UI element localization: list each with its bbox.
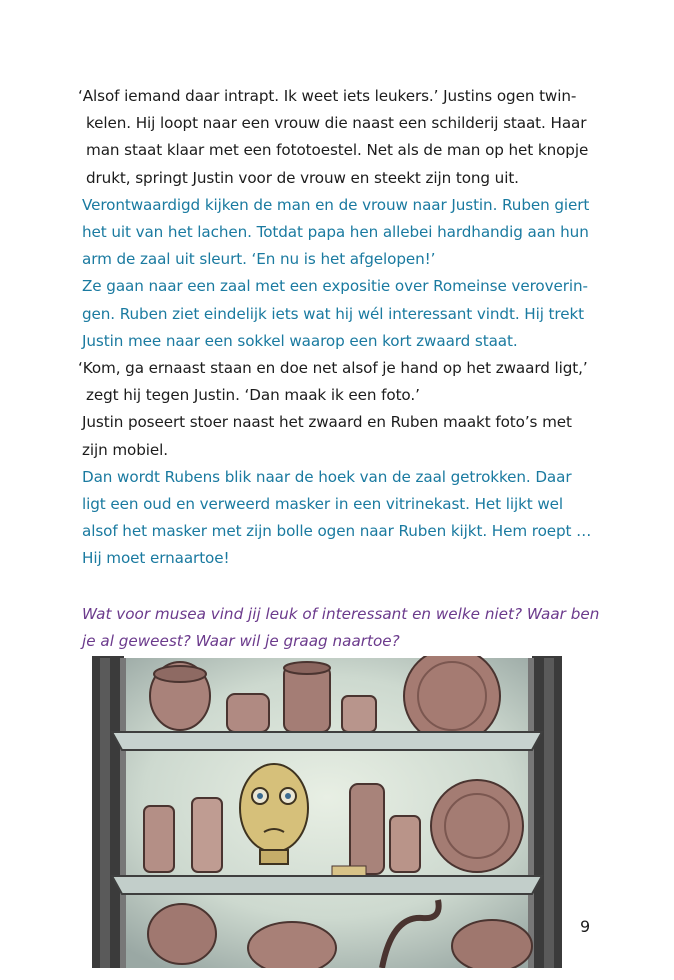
story-text — [78, 83, 602, 573]
museum-display-case-illustration — [92, 656, 562, 968]
story-line: zijn mobiel. — [82, 440, 169, 459]
story-line: Hij moet ernaartoe! — [82, 549, 230, 568]
story-line: ‘Kom, ga ernaast staan en doe net alsof je hand op het zwaard ligt,’ — [78, 359, 588, 378]
story-line: drukt, springt Justin voor de vrouw en steekt zijn tong uit. — [86, 168, 519, 187]
story-line: Verontwaardigd kijken de man en de vrouw naar Justin. Ruben giert — [82, 195, 590, 214]
story-line: ‘Alsof iemand daar intrapt. Ik weet iets leukers.’ Justins ogen twin- — [78, 87, 577, 105]
story-line: het uit van het lachen. Totdat papa hen allebei hardhandig aan hun — [82, 223, 589, 242]
story-line: arm de zaal uit sleurt. ‘En nu is het afgelopen!’ — [82, 250, 436, 269]
question-line: je al geweest? Waar wil je graag naartoe? — [82, 632, 400, 651]
story-line: zegt hij tegen Justin. ‘Dan maak ik een foto.’ — [86, 386, 420, 405]
story-line: Justin poseert stoer naast het zwaard en Ruben maakt foto’s met — [82, 413, 572, 432]
question-line: Wat voor musea vind jij leuk of interessant en welke niet? Waar ben — [82, 605, 600, 623]
story-line: alsof het masker met zijn bolle ogen naar Ruben kijkt. Hem roept … — [82, 522, 592, 541]
story-line: gen. Ruben ziet eindelijk iets wat hij wél interessant vindt. Hij trekt — [82, 304, 585, 323]
story-line: kelen. Hij loopt naar een vrouw die naast een schilderij staat. Haar — [86, 114, 587, 133]
story-line: Dan wordt Rubens blik naar de hoek van de zaal getrokken. Daar — [82, 467, 572, 486]
story-line: ligt een oud en verweerd masker in een vitrinekast. Het lijkt wel — [82, 495, 564, 514]
discussion-question — [82, 601, 602, 655]
story-line: Justin mee naar een sokkel waarop een kort zwaard staat. — [82, 331, 518, 350]
story-line: Ze gaan naar een zaal met een expositie over Romeinse veroverin- — [82, 277, 588, 296]
page-number: 9 — [580, 917, 591, 936]
story-line: man staat klaar met een fototoestel. Net als de man op het knopje — [86, 141, 589, 160]
